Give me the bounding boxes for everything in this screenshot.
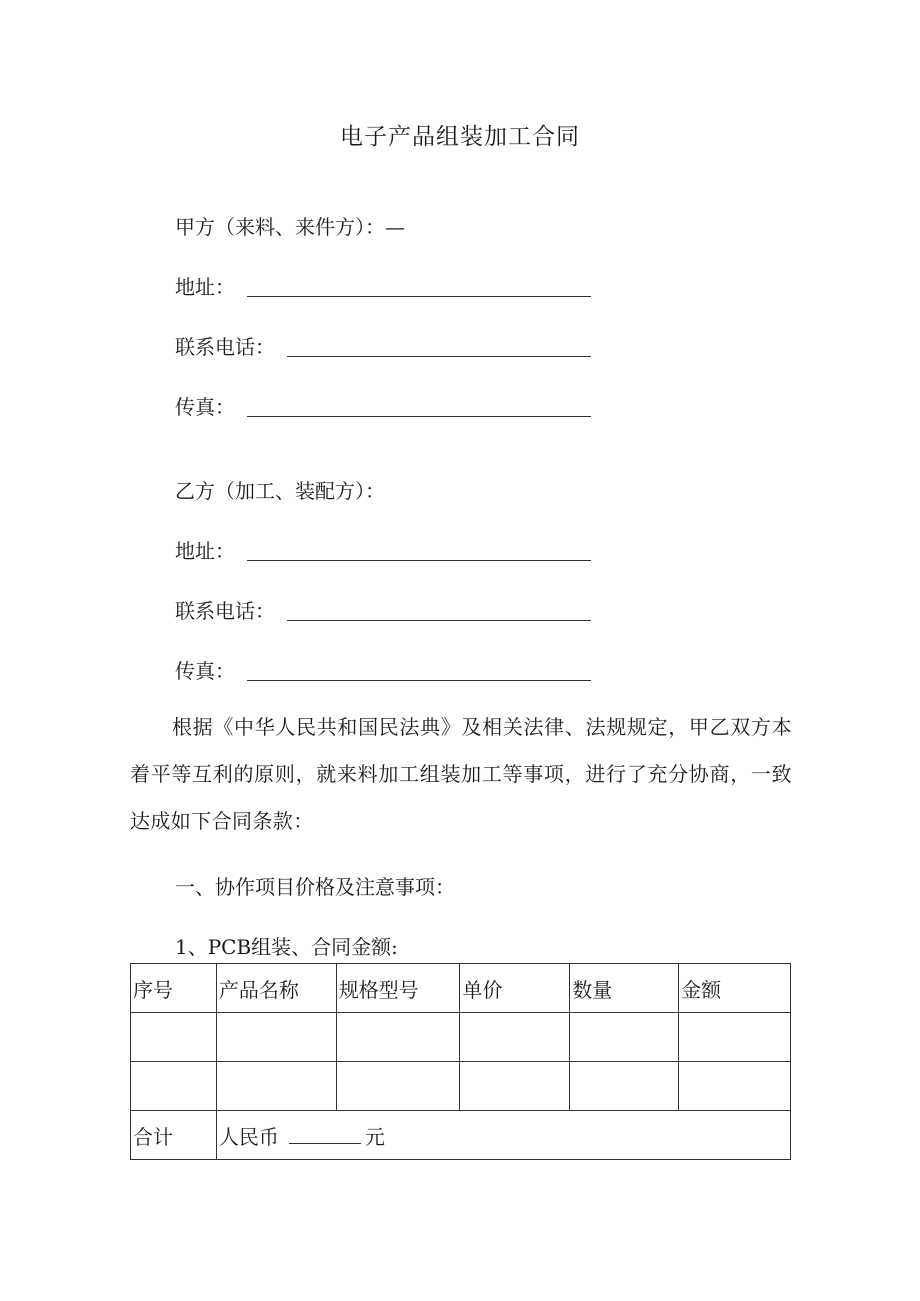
header-cell-index: 序号 [131, 964, 217, 1013]
header-cell-amount: 金额 [679, 964, 791, 1013]
subsection-1-heading: 1、PCB组装、合同金额: [175, 935, 398, 959]
table-total-row [131, 1111, 791, 1160]
party-b-phone-label: 联系电话： [175, 599, 275, 623]
table-cell[interactable] [336, 1062, 460, 1111]
table-cell[interactable] [679, 1013, 791, 1062]
currency-unit: 元 [364, 1124, 385, 1149]
party-b-phone-blank [287, 620, 591, 621]
party-a-fax-blank [247, 416, 591, 417]
contract-title: 电子产品组装加工合同 [340, 124, 580, 150]
party-a-fax-label: 传真： [175, 395, 235, 419]
currency-label: 人民币 [218, 1124, 279, 1149]
total-amount-blank[interactable] [289, 1125, 361, 1144]
table-cell[interactable] [131, 1062, 217, 1111]
party-b-fax-blank [247, 680, 591, 681]
table-header-row [131, 964, 791, 1013]
header-cell-unit-price: 单价 [460, 964, 570, 1013]
header-cell-model: 规格型号 [336, 964, 460, 1013]
total-label-cell: 合计 [131, 1111, 217, 1160]
table-cell[interactable] [131, 1013, 217, 1062]
intro-paragraph: 根据《中华人民共和国民法典》及相关法律、法规规定，甲乙双方本着平等互利的原则，就来料加工组装加工等事项，进行了充分协商，一致达成如下合同条款： [130, 715, 792, 833]
party-b-fax-field [175, 656, 591, 686]
party-b-address-label: 地址： [175, 539, 235, 563]
table-cell[interactable] [216, 1013, 336, 1062]
party-a-address-field [175, 272, 591, 302]
party-b-phone-field [175, 596, 591, 626]
total-amount-cell [216, 1111, 790, 1160]
table-cell[interactable] [679, 1062, 791, 1111]
party-b-address-blank [247, 560, 591, 561]
party-b-fax-label: 传真： [175, 659, 235, 683]
table-cell[interactable] [460, 1013, 570, 1062]
party-a-heading: 甲方（来料、来件方）：— [175, 215, 405, 239]
table-cell[interactable] [336, 1013, 460, 1062]
section-1-heading: 一、协作项目价格及注意事项： [175, 875, 455, 899]
party-a-phone-blank [287, 356, 591, 357]
table-cell[interactable] [570, 1013, 679, 1062]
party-b-address-field [175, 536, 591, 566]
table-cell[interactable] [460, 1062, 570, 1111]
header-cell-product-name: 产品名称 [216, 964, 336, 1013]
table-row [131, 1013, 791, 1062]
table-cell[interactable] [570, 1062, 679, 1111]
price-table [130, 963, 791, 1160]
party-a-address-blank [247, 296, 591, 297]
table-cell[interactable] [216, 1062, 336, 1111]
party-a-address-label: 地址： [175, 275, 235, 299]
party-a-fax-field [175, 392, 591, 422]
party-b-heading: 乙方（加工、装配方）： [175, 479, 385, 503]
party-a-phone-field [175, 332, 591, 362]
party-a-phone-label: 联系电话： [175, 335, 275, 359]
table-row [131, 1062, 791, 1111]
header-cell-quantity: 数量 [570, 964, 679, 1013]
